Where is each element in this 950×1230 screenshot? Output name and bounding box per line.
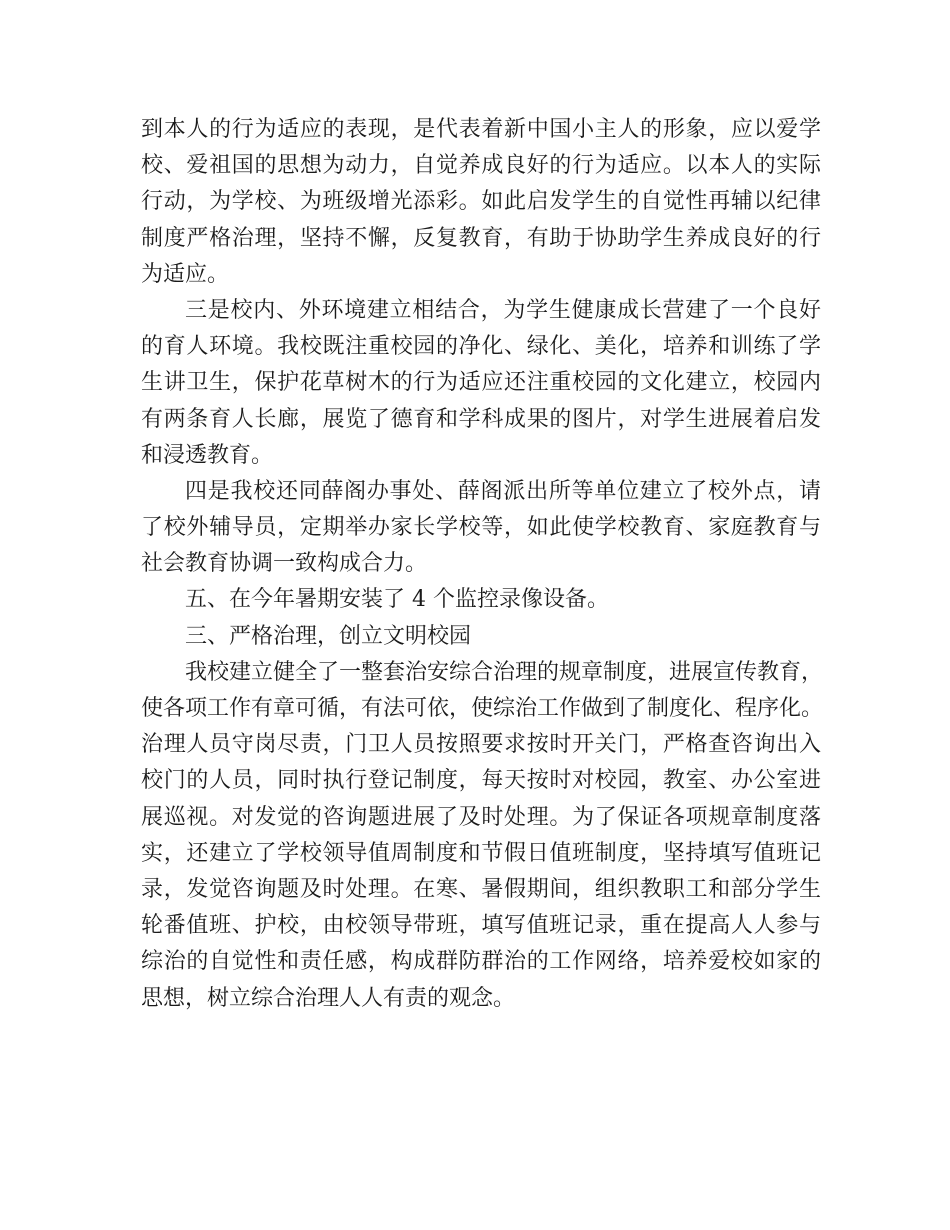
paragraph <box>141 474 821 583</box>
text-line: 我校建立健全了一整套治安综合治理的规章制度，进展宣传教育， <box>185 659 824 685</box>
paragraph <box>141 619 821 655</box>
text-line: 治理人员守岗尽责，门卫人员按照要求按时开关门，严格查咨询出入 <box>141 732 821 758</box>
text-line: 有两条育人长廊，展览了德育和学科成果的图片，对学生进展着启发 <box>141 406 821 432</box>
text-line: 校门的人员，同时执行登记制度，每天按时对校园，教室、办公室进 <box>141 768 821 794</box>
text-line: 行动，为学校、为班级增光添彩。如此启发学生的自觉性再辅以纪律 <box>141 189 821 215</box>
document-body <box>141 112 824 1017</box>
text-line: 到本人的行为适应的表现，是代表着新中国小主人的形象，应以爱学 <box>141 117 821 142</box>
text-line: 综治的自觉性和责任感，构成群防群治的工作网络，培养爱校如家的 <box>141 949 821 975</box>
text-line: 展巡视。对发觉的咨询题进展了及时处理。为了保证各项规章制度落 <box>141 804 821 830</box>
text-line: 为适应。 <box>141 261 230 287</box>
text-line: 的育人环境。我校既注重校园的净化、绿化、美化，培养和训练了学 <box>141 334 821 360</box>
text-line: 校、爱祖国的思想为动力，自觉养成良好的行为适应。以本人的实际 <box>141 153 821 179</box>
text-line: 五、在今年暑期安装了 4 个监控录像设备。 <box>185 587 609 613</box>
text-line: 思想，树立综合治理人人有责的观念。 <box>141 985 516 1011</box>
text-line: 了校外辅导员，定期举办家长学校等，如此使学校教育、家庭教育与 <box>141 515 821 541</box>
text-line: 制度严格治理，坚持不懈，反复教育，有助于协助学生养成良好的行 <box>141 225 821 251</box>
text-line: 三、严格治理，创立文明校园 <box>185 623 472 649</box>
text-line: 生讲卫生，保护花草树木的行为适应还注重校园的文化建立，校园内 <box>141 370 821 396</box>
text-line: 和浸透教育。 <box>141 442 274 468</box>
text-line: 社会教育协调一致构成合力。 <box>141 551 428 577</box>
text-line: 实，还建立了学校领导值周制度和节假日值班制度，坚持填写值班记 <box>141 840 821 866</box>
text-line: 使各项工作有章可循，有法可依，使综治工作做到了制度化、程序化。 <box>141 696 824 721</box>
text-line: 四是我校还同薛阁办事处、薛阁派出所等单位建立了校外点，请 <box>185 478 821 504</box>
paragraph <box>141 655 824 1017</box>
paragraph <box>141 582 821 618</box>
paragraph <box>141 293 821 474</box>
text-line: 录，发觉咨询题及时处理。在寒、暑假期间，组织教职工和部分学生 <box>141 876 821 902</box>
text-line: 三是校内、外环境建立相结合，为学生健康成长营建了一个良好 <box>185 297 821 323</box>
text-line: 轮番值班、护校，由校领导带班，填写值班记录，重在提高人人参与 <box>141 913 821 939</box>
paragraph <box>141 112 821 293</box>
